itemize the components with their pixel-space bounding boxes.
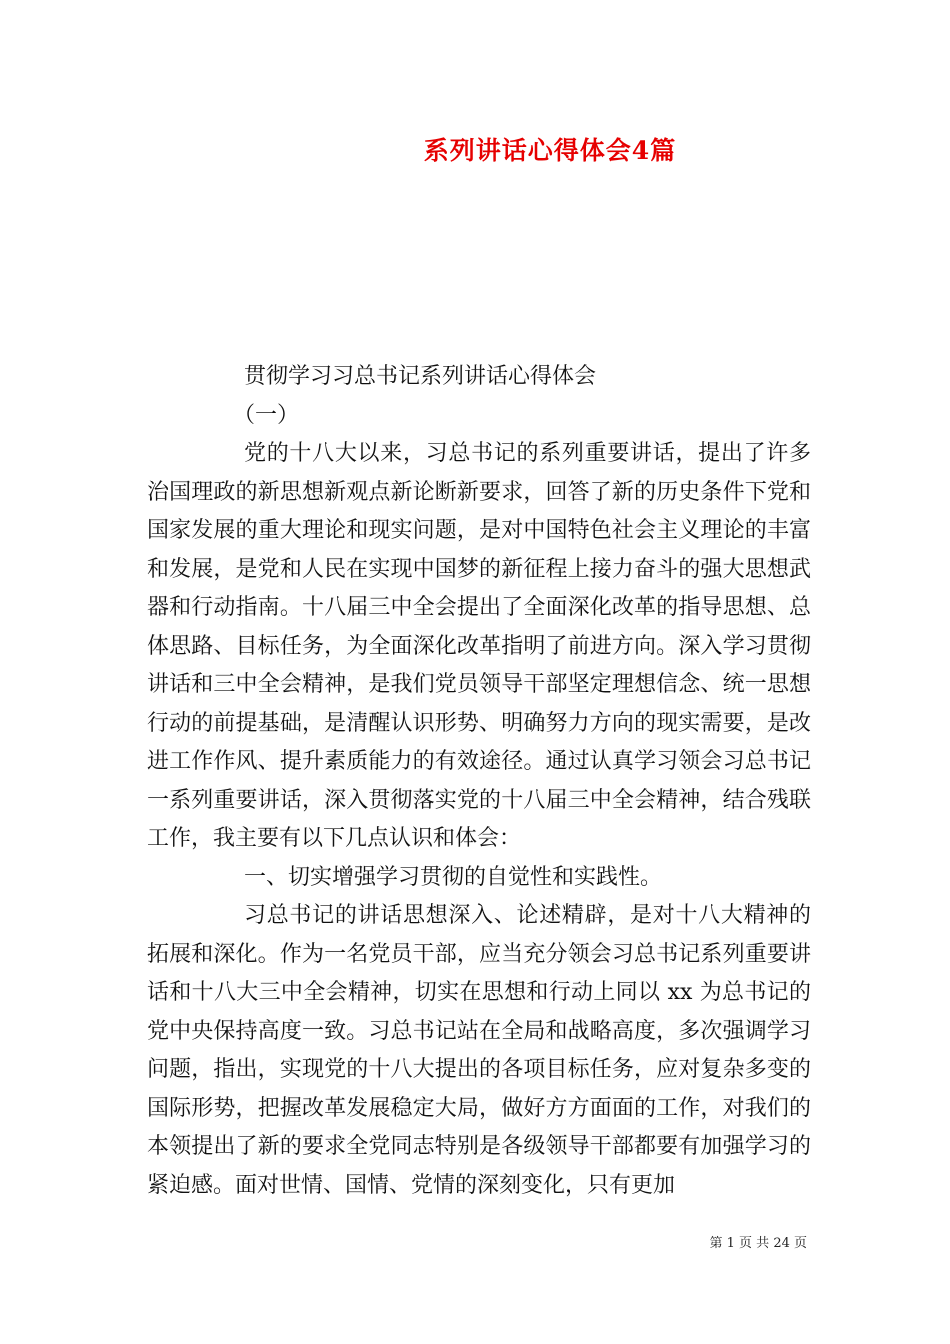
paragraph-1: 党的十八大以来，习总书记的系列重要讲话，提出了许多治国理政的新思想新观点新论断新要求，回答了新的历史条件下党和国家发展的重大理论和现实问题，是对中国特色社会主义理论的丰富和发展，是党和人民在实现中国梦的新征程上接力奋斗的强大思想武器和行动指南。十八届三中全会提出了全面深化改革的指导思想、总体思路、目标任务，为全面深化改革指明了前进方向。深入学习贯彻讲话和三中全会精神，是我们党员领导干部坚定理想信念、统一思想行动的前提基础，是清醒认识形势、明确努力方向的现实需要，是改进工作作风、提升素质能力的有效途径。通过认真学习领会习总书记一系列重要讲话，深入贯彻落实党的十八届三中全会精神，结合残联工作，我主要有以下几点认识和体会： bbox=[147, 441, 811, 851]
part-mark: （一） bbox=[233, 402, 300, 428]
document-title: 系列讲话心得体会4篇 bbox=[423, 136, 677, 165]
page-number-footer: 第 1 页 共 24 页 bbox=[709, 1236, 807, 1251]
section-heading-1: 一、切实增强学习贯彻的自觉性和实践性。 bbox=[244, 864, 663, 890]
article-subtitle: 贯彻学习习总书记系列讲话心得体会 bbox=[244, 364, 597, 389]
article-body bbox=[147, 358, 811, 1205]
paragraph-2: 习总书记的讲话思想深入、论述精辟，是对十八大精神的拓展和深化。作为一名党员干部，应当充分领会习总书记系列重要讲话和十八大三中全会精神，切实在思想和行动上同以 xx 为总书记的党中央保持高度一致。习总书记站在全局和战略高度，多次强调学习问题，指出，实现党的十八大提出的各项目标任务，应对复杂多变的国际形势，把握改革发展稳定大局，做好方方面面的工作，对我们的本领提出了新的要求全党同志特别是各级领导干部都要有加强学习的紧迫感。面对世情、国情、党情的深刻变化，只有更加 bbox=[147, 903, 811, 1198]
